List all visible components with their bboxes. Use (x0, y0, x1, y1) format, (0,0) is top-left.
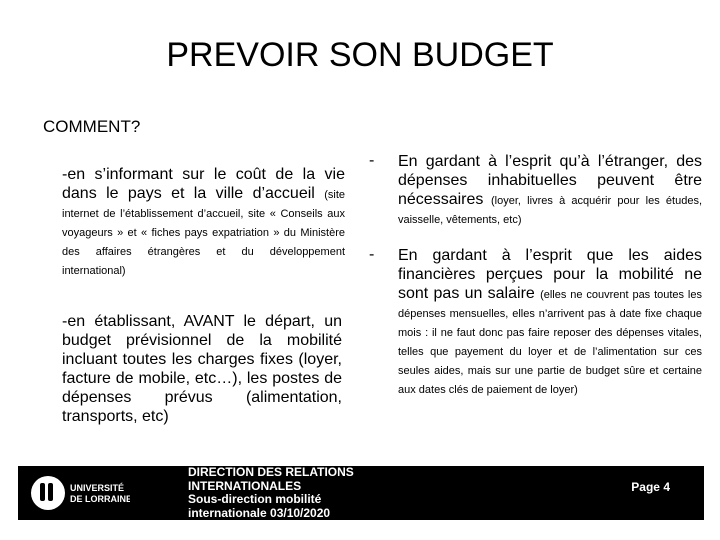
footer-text (188, 466, 354, 520)
paragraph-main: -en s’informant sur le coût de la vie dans le pays et la ville d’accueil (62, 166, 345, 202)
bullet-main: En gardant à l’esprit qu’à l’étranger, des dépenses inhabituelles peuvent être nécessaires (398, 153, 702, 208)
bullet-detail: (loyer, livres à acquérir pour les études, vaisselle, vêtements, etc) (398, 195, 702, 226)
slide-title: PREVOIR SON BUDGET (166, 36, 554, 74)
footer-bar (18, 466, 704, 520)
paragraph-detail: (site internet de l’établissement d’accueil, site « Conseils aux voyageurs » et « fiches pays expatriation » du Ministère des affaires étrangères et du développement international) (62, 189, 346, 277)
footer-line: internationale 03/10/2020 (188, 505, 331, 520)
bullet-dash: - (369, 152, 375, 169)
footer-line: INTERNATIONALES (188, 478, 302, 493)
left-paragraph-2 (62, 312, 342, 426)
right-bullet-1 (398, 152, 702, 228)
bullet-detail: (elles ne couvrent pas toutes les dépenses mensuelles, elles n’arrivent pas à date fixe chaque mois : il ne faut donc pas faire reposer des dépenses vitales, telles que payement du loyer et de l’alimentation sur ces seules aides, mais sur une partie de budget sûre et certaine aux dates clés de paiement de loyer) (398, 289, 702, 396)
footer-line: Sous-direction mobilité (188, 492, 322, 506)
section-heading: COMMENT? (43, 117, 141, 136)
right-bullet-2 (398, 246, 702, 398)
page-number: Page 4 (631, 480, 670, 494)
university-logo-icon (30, 474, 130, 512)
bullet-dash: - (369, 246, 375, 263)
logo-text: UNIVERSITÉ (70, 483, 125, 493)
bullet-main: En gardant à l’esprit que les aides financières perçues pour la mobilité ne sont pas un salaire (398, 247, 702, 302)
university-logo (30, 474, 130, 512)
left-paragraph-1 (62, 165, 345, 279)
footer-line: DIRECTION DES RELATIONS (188, 465, 354, 479)
logo-text: DE LORRAINE (70, 494, 130, 504)
paragraph-main: -en établissant, AVANT le départ, un budget prévisionnel de la mobilité incluant toutes les charges fixes (loyer, facture de mobile, etc…), les postes de dépenses prévus (alimentation, transports, etc) (62, 313, 342, 425)
